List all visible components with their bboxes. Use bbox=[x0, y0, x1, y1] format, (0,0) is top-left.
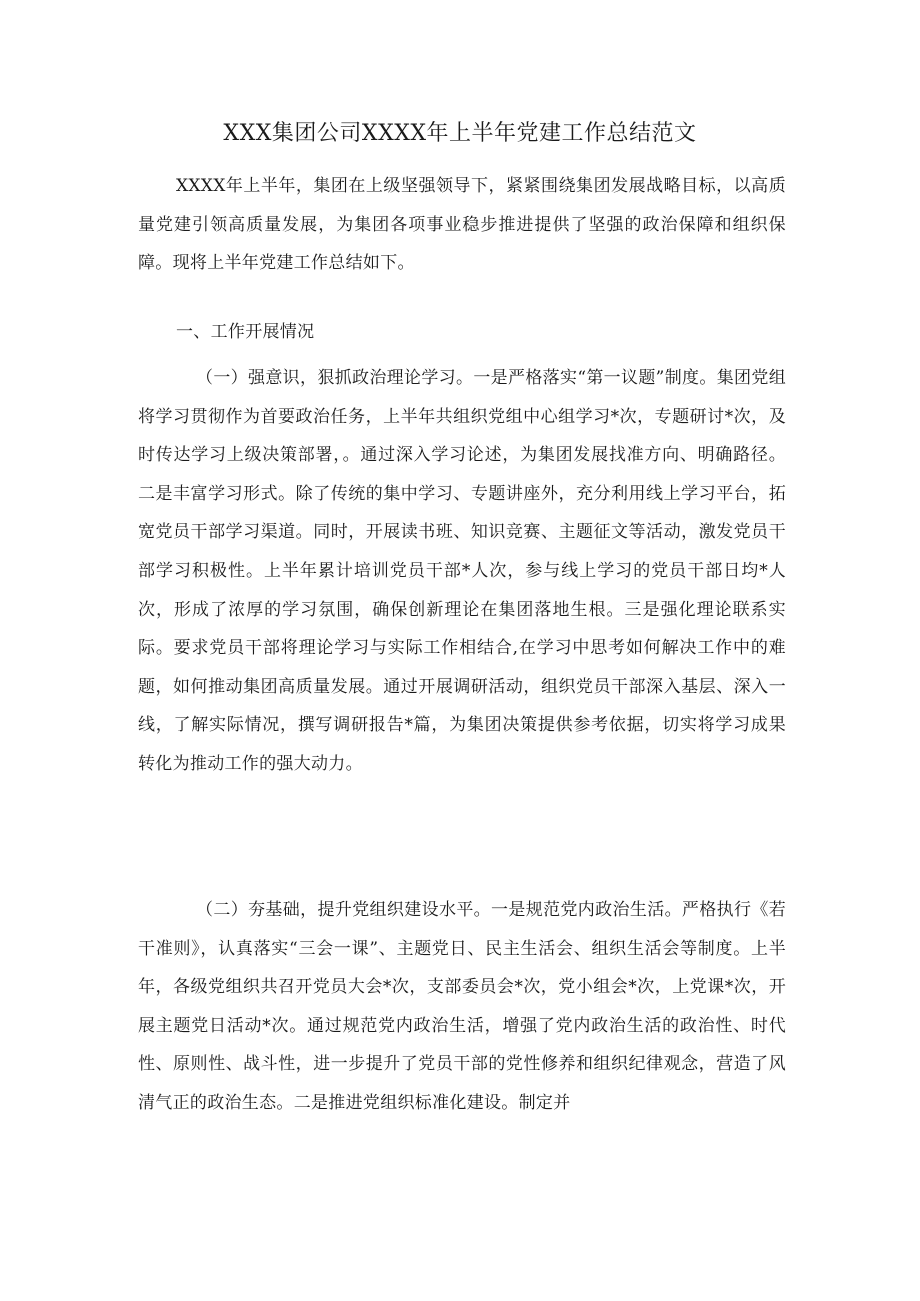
document-title: XXX集团公司XXXX年上半年党建工作总结范文 bbox=[223, 121, 697, 146]
section-heading: 一、工作开展情况 bbox=[176, 322, 315, 342]
subsection-2-paragraph: （二）夯基础，提升党组织建设水平。一是规范党内政治生活。严格执行《若干准则》，认真落实“三会一课”、主题党日、民主生活会、组织生活会等制度。上半年，各级党组织共召开党员大会*次，支部委员会*次，党小组会*次，上党课*次，开展主题党日活动*次。通过规范党内政治生活，增强了党内政治生活的政治性、时代性、原则性、战斗性，进一步提升了党员干部的党性修养和组织纪律观念，营造了风清气正的政治生态。二是推进党组织标准化建设。制定并 bbox=[138, 900, 786, 1113]
subsection-1-paragraph: （一）强意识，狠抓政治理论学习。一是严格落实“第一议题”制度。集团党组将学习贯彻作为首要政治任务，上半年共组织党组中心组学习*次，专题研讨*次，及时传达学习上级决策部署，。通过深入学习论述，为集团发展找准方向、明确路径。二是丰富学习形式。除了传统的集中学习、专题讲座外，充分利用线上学习平台，拓宽党员干部学习渠道。同时，开展读书班、知识竞赛、主题征文等活动，激发党员干部学习积极性。上半年累计培训党员干部*人次，参与线上学习的党员干部日均*人次，形成了浓厚的学习氛围，确保创新理论在集团落地生根。三是强化理论联系实际。要求党员干部将理论学习与实际工作相结合,在学习中思考如何解决工作中的难题，如何推动集团高质量发展。通过开展调研活动，组织党员干部深入基层、深入一线，了解实际情况，撰写调研报告*篇，为集团决策提供参考依据，切实将学习成果转化为推动工作的强大动力。 bbox=[138, 368, 786, 774]
intro-paragraph: XXXX年上半年，集团在上级坚强领导下，紧紧围绕集团发展战略目标，以高质量党建引领高质量发展，为集团各项事业稳步推进提供了坚强的政治保障和组织保障。现将上半年党建工作总结如下。 bbox=[138, 176, 786, 274]
